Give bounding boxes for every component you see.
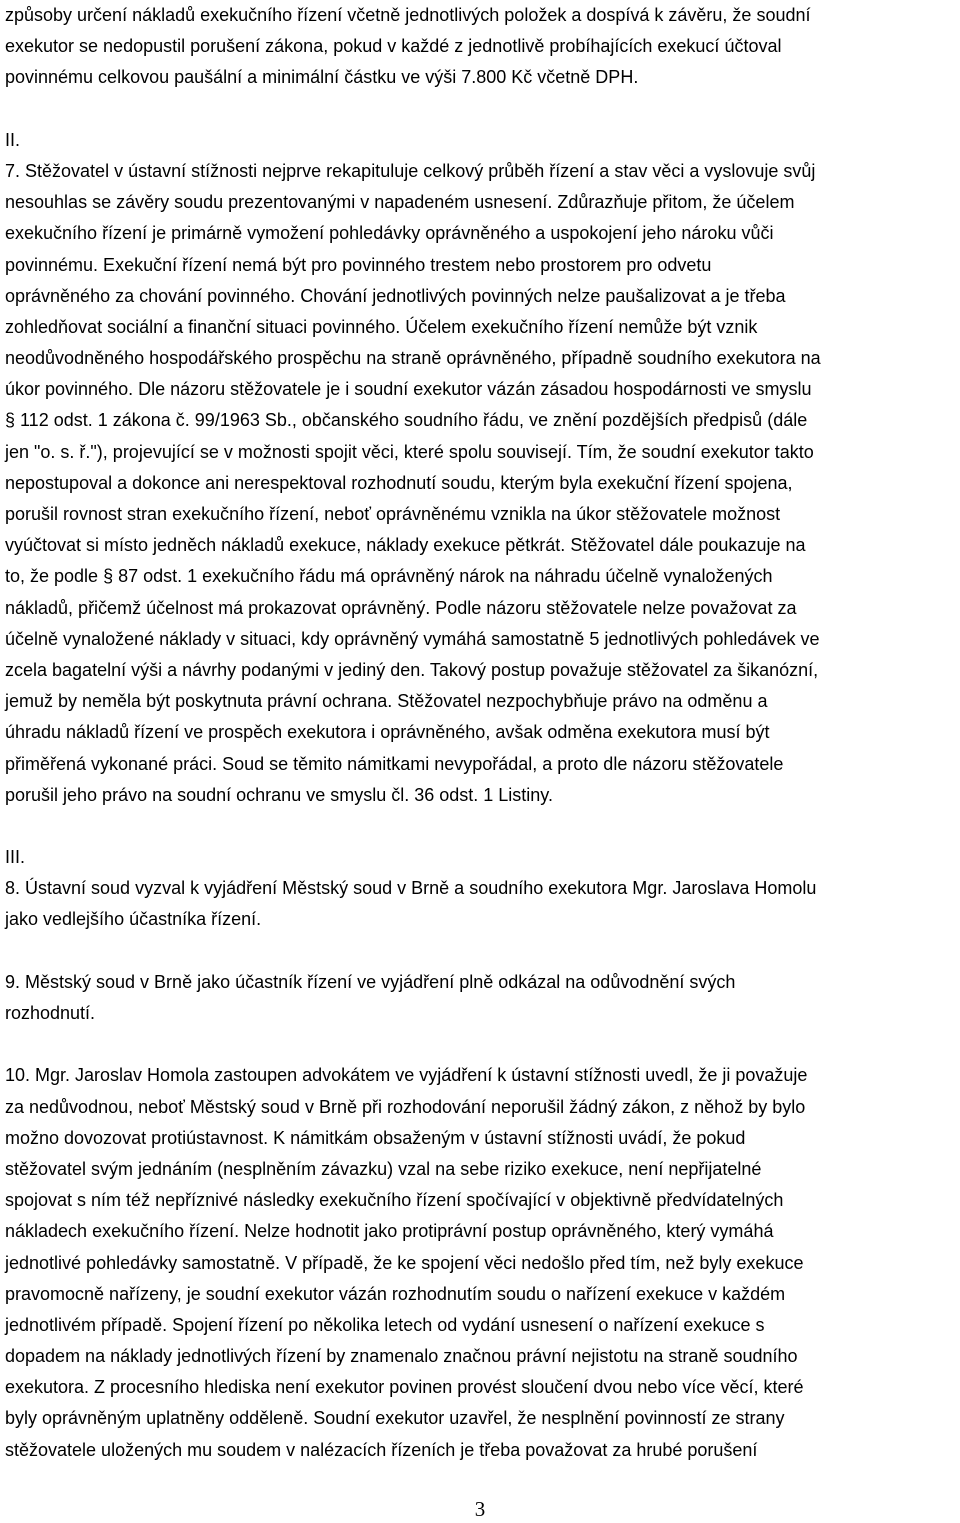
text-line: přiměřená vykonané práci. Soud se těmito námitkami nevypořádal, a proto dle názoru stěžovatele — [5, 753, 784, 774]
spacer — [5, 1029, 955, 1060]
text-line: vyúčtovat si místo jedněch nákladů exekuce, náklady exekuce pětkrát. Stěžovatel dále poukazuje na — [5, 535, 806, 556]
text-line: 7. Stěžovatel v ústavní stížnosti nejprve rekapituluje celkový průběh řízení a stav věci a vyslovuje svůj — [5, 160, 816, 181]
intro-paragraph — [5, 0, 955, 94]
text-line: stěžovatel svým jednáním (nesplněním závazku) vzal na sebe riziko exekuce, není nepřijatelné — [5, 1158, 762, 1179]
text-line: úhradu nákladů řízení ve prospěch exekutora i oprávněného, avšak odměna exekutora musí být — [5, 722, 770, 743]
text-line: dopadem na náklady jednotlivých řízení by znamenalo značnou právní nejistotu na straně soudního — [5, 1346, 798, 1367]
text-line: zcela bagatelní výši a návrhy podanými v jediný den. Takový postup považuje stěžovatel za šikanózní, — [5, 659, 819, 680]
paragraph-8 — [5, 873, 955, 935]
text-line: nákladech exekučního řízení. Nelze hodnotit jako protiprávní postup oprávněného, který vymáhá — [5, 1221, 774, 1242]
text-line: jen "o. s. ř."), projevující se v možnosti spojit věci, které spolu souvisejí. Tím, že soudní exekutor takto — [5, 441, 814, 462]
text-line: stěžovatele uložených mu soudem v nalézacích řízeních je třeba považovat za hrubé porušení — [5, 1439, 758, 1460]
text-line: byly oprávněným uplatněny odděleně. Soudní exekutor uzavřel, že nesplnění povinností ze strany — [5, 1408, 785, 1429]
text-line: způsoby určení nákladů exekučního řízení včetně jednotlivých položek a dospívá k závěru, že soudní — [5, 5, 811, 25]
text-line: porušil rovnost stran exekučního řízení, neboť oprávněnému vznikla na úkor stěžovatele možnost — [5, 504, 781, 524]
spacer — [5, 94, 955, 125]
text-line: úkor povinného. Dle názoru stěžovatele je i soudní exekutor vázán zásadou hospodárnosti ve smyslu — [5, 379, 812, 400]
text-line: oprávněného za chování povinného. Chování jednotlivých povinných nelze paušalizovat a je třeba — [5, 285, 786, 306]
paragraph-9 — [5, 967, 955, 1029]
text-line: 9. Městský soud v Brně jako účastník řízení ve vyjádření plně odkázal na odůvodnění svých — [5, 971, 736, 992]
text-line: 10. Mgr. Jaroslav Homola zastoupen advokátem ve vyjádření k ústavní stížnosti uvedl, že ji považuje — [5, 1065, 808, 1086]
paragraph-10 — [5, 1060, 955, 1465]
spacer — [5, 811, 955, 842]
text-line: nákladů, přičemž účelnost má prokazovat oprávněný. Podle názoru stěžovatele nelze považovat za — [5, 597, 797, 618]
text-line: exekutor se nedopustil porušení zákona, pokud v každé z jednotlivě probíhajících exekucí účtoval — [5, 36, 782, 57]
text-line: zohledňovat sociální a finanční situaci povinného. Účelem exekučního řízení nemůže být vznik — [5, 316, 758, 337]
section-heading-ii: II. — [5, 129, 21, 150]
text-line: nesouhlas se závěry soudu prezentovanými v napadeném usnesení. Zdůrazňuje přitom, že účelem — [5, 192, 795, 213]
text-line: jemuž by neměla být poskytnuta právní ochrana. Stěžovatel nezpochybňuje právo na odměnu a — [5, 691, 768, 712]
text-line: spojovat s ním též nepříznivé následky exekučního řízení spočívající v objektivně předvídatelných — [5, 1190, 784, 1211]
paragraph-7 — [5, 156, 955, 811]
text-line: jednotlivém případě. Spojení řízení po několika letech od vydání usnesení o nařízení exekuce s — [5, 1314, 765, 1335]
text-line: neodůvodněného hospodářského prospěchu na straně oprávněného, případně soudního exekutora na — [5, 348, 821, 369]
text-line: možno dovozovat protiústavnost. K námitkám obsaženým v ústavní stížnosti uvádí, že pokud — [5, 1127, 746, 1148]
text-line: nepostupoval a dokonce ani nerespektoval rozhodnutí soudu, kterým byla exekuční řízení spojena, — [5, 472, 793, 493]
text-line: za nedůvodnou, neboť Městský soud v Brně při rozhodování neporušil žádný zákon, z něhož by bylo — [5, 1096, 806, 1117]
text-line: 8. Ústavní soud vyzval k vyjádření Městský soud v Brně a soudního exekutora Mgr. Jaroslava Homolu — [5, 878, 817, 899]
text-line: to, že podle § 87 odst. 1 exekučního řádu má oprávněný nárok na náhradu účelně vynaložených — [5, 566, 773, 587]
text-line: § 112 odst. 1 zákona č. 99/1963 Sb., občanského soudního řádu, ve znění pozdějších předpisů (dále — [5, 410, 808, 431]
text-line: exekutora. Z procesního hlediska není exekutor povinen provést sloučení dvou nebo více věcí, které — [5, 1377, 804, 1398]
text-line: porušil jeho právo na soudní ochranu ve smyslu čl. 36 odst. 1 Listiny. — [5, 784, 553, 805]
document-body — [5, 0, 955, 1466]
text-line: povinnému. Exekuční řízení nemá být pro povinného trestem nebo prostorem pro odvetu — [5, 254, 712, 275]
text-line: účelně vynaložené náklady v situaci, kdy oprávněný vymáhá samostatně 5 jednotlivých pohledávek ve — [5, 628, 820, 649]
text-line: jako vedlejšího účastníka řízení. — [5, 909, 262, 930]
text-line: povinnému celkovou paušální a minimální částku ve výši 7.800 Kč včetně DPH. — [5, 67, 639, 88]
text-line: rozhodnutí. — [5, 1003, 96, 1023]
spacer — [5, 936, 955, 967]
page-number: 3 — [474, 1497, 486, 1521]
section-heading-iii: III. — [5, 847, 26, 868]
text-line: jednotlivé pohledávky samostatně. V případě, že ke spojení věci nedošlo před tím, než byly exekuce — [5, 1252, 804, 1273]
text-line: pravomocně nařízeny, je soudní exekutor vázán rozhodnutím soudu o nařízení exekuce v každém — [5, 1283, 786, 1304]
text-line: exekučního řízení je primárně vymožení pohledávky oprávněného a uspokojení jeho nároku vůči — [5, 223, 774, 244]
